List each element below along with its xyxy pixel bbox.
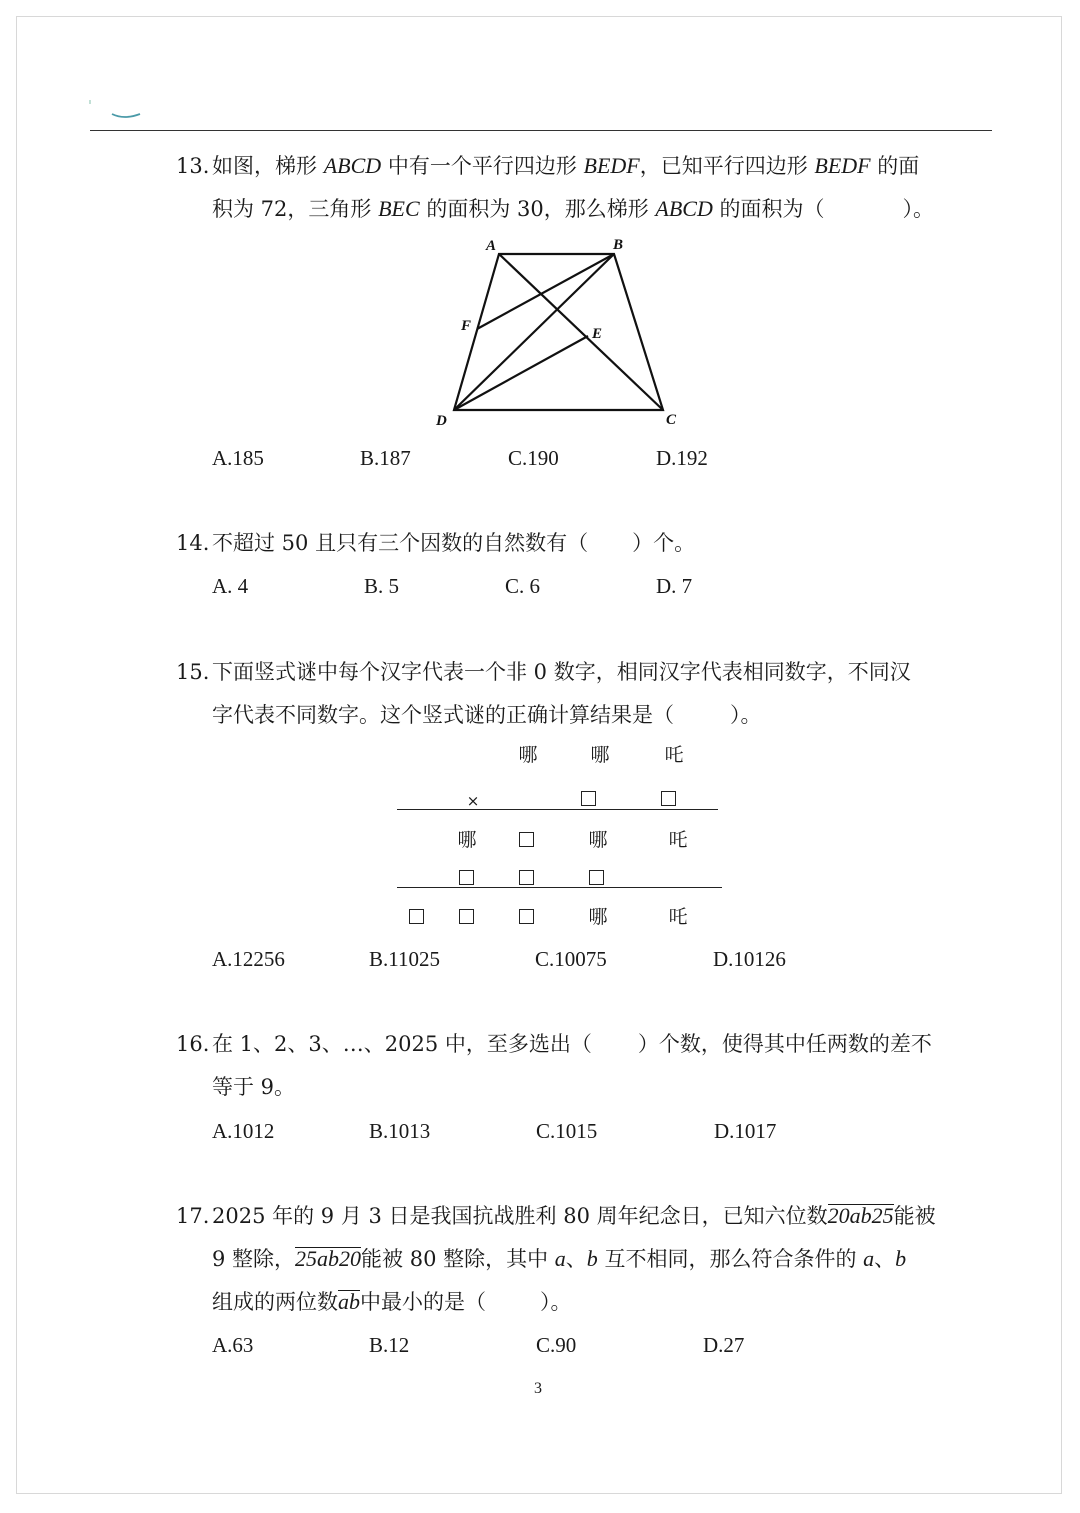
page-number: 3 bbox=[534, 1380, 542, 1397]
q14-number: 14. bbox=[176, 531, 210, 555]
q14-option-b[interactable]: B. 5 bbox=[364, 574, 400, 598]
q13-option-b[interactable]: B.187 bbox=[360, 446, 411, 470]
digit-box bbox=[409, 909, 424, 924]
digit-box bbox=[459, 870, 474, 885]
q17-option-c[interactable]: C.90 bbox=[536, 1333, 577, 1357]
digit-box bbox=[581, 791, 596, 806]
q14-option-a[interactable]: A. 4 bbox=[212, 574, 249, 598]
q13-option-c[interactable]: C.190 bbox=[508, 446, 559, 470]
puzzle-char: 哪 bbox=[588, 829, 608, 851]
q15-option-b[interactable]: B.11025 bbox=[369, 947, 440, 971]
segment-de bbox=[454, 336, 588, 410]
digit-box bbox=[459, 909, 474, 924]
q17-line1: 17. 2025 年的 9 月 3 日是我国抗战胜利 80 周年纪念日，已知六位数20ab25能被 bbox=[176, 1203, 936, 1228]
q14-option-c[interactable]: C. 6 bbox=[505, 574, 541, 598]
label-d: D bbox=[436, 413, 447, 429]
puzzle-char: 哪 bbox=[457, 829, 477, 851]
q17-number: 17. bbox=[176, 1204, 210, 1228]
label-b: B bbox=[613, 237, 624, 253]
q16-number: 16. bbox=[176, 1032, 210, 1056]
q16-line1: 16. 在 1、2、3、…、2025 中，至多选出（ ）个数，使得其中任两数的差不 bbox=[176, 1032, 932, 1056]
q17-option-d[interactable]: D.27 bbox=[703, 1333, 745, 1357]
q15-option-c[interactable]: C.10075 bbox=[535, 947, 607, 971]
diagonal-bd bbox=[454, 254, 614, 410]
digit-box bbox=[661, 791, 676, 806]
segment-bf bbox=[477, 254, 614, 329]
puzzle-char: 吒 bbox=[668, 906, 688, 928]
six-digit-number: 25ab20 bbox=[295, 1246, 362, 1271]
trapezoid-figure bbox=[430, 232, 690, 432]
q15-number: 15. bbox=[176, 660, 210, 684]
q13-line1: 13. 如图，梯形 ABCD 中有一个平行四边形 BEDF，已知平行四边形 BEDF 的面 bbox=[176, 153, 920, 178]
q14-line1: 14. 不超过 50 且只有三个因数的自然数有（ ）个。 bbox=[176, 531, 696, 555]
digit-box bbox=[589, 870, 604, 885]
q17-line3: 组成的两位数ab中最小的是（ ）。 bbox=[212, 1289, 572, 1314]
label-a: A bbox=[486, 238, 497, 254]
q16-option-c[interactable]: C.1015 bbox=[536, 1119, 598, 1143]
q15-option-a[interactable]: A.12256 bbox=[212, 947, 285, 971]
q15-option-d[interactable]: D.10126 bbox=[713, 947, 786, 971]
puzzle-rule bbox=[397, 887, 722, 888]
label-f: F bbox=[461, 318, 472, 334]
q13-option-a[interactable]: A.185 bbox=[212, 446, 264, 470]
q16-option-b[interactable]: B.1013 bbox=[369, 1119, 431, 1143]
q15-line1: 15. 下面竖式谜中每个汉字代表一个非 0 数字，相同汉字代表相同数字，不同汉 bbox=[176, 660, 911, 684]
puzzle-rule bbox=[397, 809, 718, 810]
q17-option-b[interactable]: B.12 bbox=[369, 1333, 410, 1357]
digit-box bbox=[519, 870, 534, 885]
q17-line2: 9 整除，25ab20能被 80 整除，其中 a、b 互不相同，那么符合条件的 a、b bbox=[212, 1246, 907, 1271]
q16-option-d[interactable]: D.1017 bbox=[714, 1119, 777, 1143]
label-c: C bbox=[666, 412, 677, 428]
q13-number: 13. bbox=[176, 154, 210, 178]
digit-box bbox=[519, 832, 534, 847]
six-digit-number: 20ab25 bbox=[827, 1203, 894, 1228]
times-sign: × bbox=[466, 792, 480, 810]
digit-box bbox=[519, 909, 534, 924]
label-e: E bbox=[592, 326, 603, 342]
trapezoid-abcd bbox=[454, 254, 663, 410]
puzzle-char: 哪 bbox=[590, 744, 610, 766]
q13-option-d[interactable]: D.192 bbox=[656, 446, 708, 470]
puzzle-char: 吒 bbox=[664, 744, 684, 766]
q14-option-d[interactable]: D. 7 bbox=[656, 574, 693, 598]
q15-line2: 字代表不同数字。这个竖式谜的正确计算结果是（ ）。 bbox=[212, 703, 762, 727]
puzzle-char: 吒 bbox=[668, 829, 688, 851]
header-rule bbox=[90, 130, 992, 131]
q13-line2: 积为 72，三角形 BEC 的面积为 30，那么梯形 ABCD 的面积为（ ）。 bbox=[212, 196, 935, 221]
q16-line2: 等于 9。 bbox=[212, 1075, 296, 1099]
two-digit-number: ab bbox=[338, 1289, 360, 1314]
puzzle-char: 哪 bbox=[518, 744, 538, 766]
q16-option-a[interactable]: A.1012 bbox=[212, 1119, 275, 1143]
puzzle-char: 哪 bbox=[588, 906, 608, 928]
q17-option-a[interactable]: A.63 bbox=[212, 1333, 254, 1357]
logo-mark-icon bbox=[84, 98, 144, 122]
